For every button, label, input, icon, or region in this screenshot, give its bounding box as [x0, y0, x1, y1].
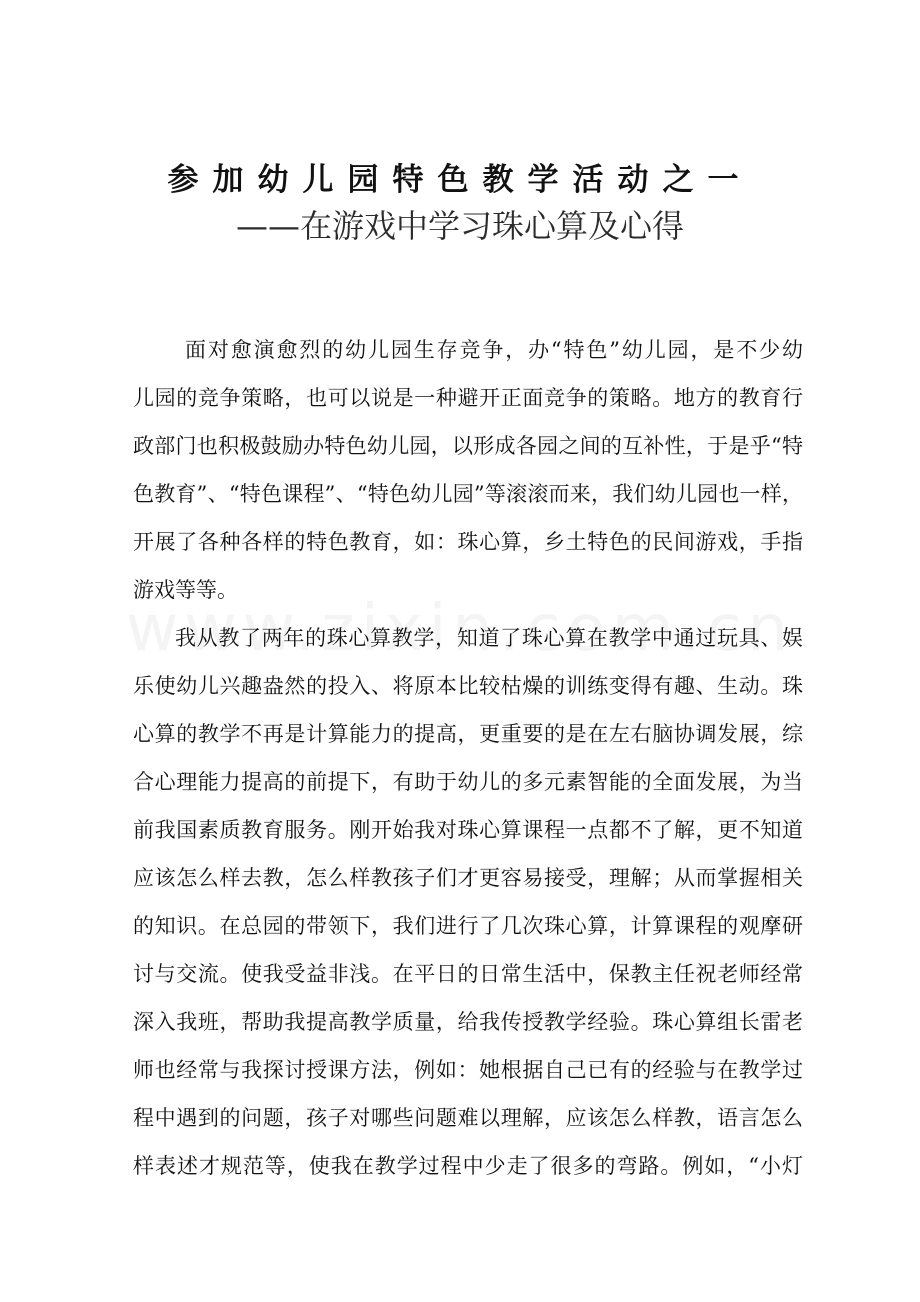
- document-title: 参加幼儿园特色教学活动之一: [167, 162, 753, 198]
- paragraph-line: 游戏等等。: [133, 578, 238, 602]
- paragraph-line: 深入我班，帮助我提高教学质量，给我传授教学经验。珠心算组长雷老: [133, 1010, 803, 1034]
- paragraph-line: 政部门也积极鼓励办特色幼儿园，以形成各园之间的互补性，于是乎“特: [133, 434, 803, 458]
- paragraph-line: 我从教了两年的珠心算教学，知道了珠心算在教学中通过玩具、娱: [175, 626, 803, 650]
- paragraph-2: [133, 614, 803, 1190]
- paragraph-line: 程中遇到的问题，孩子对哪些问题难以理解，应该怎么样教，语言怎么: [133, 1106, 803, 1130]
- paragraph-1: [133, 326, 803, 614]
- paragraph-line: 样表述才规范等，使我在教学过程中少走了很多的弯路。例如，“小灯: [133, 1154, 803, 1178]
- paragraph-line: 面对愈演愈烈的幼儿园生存竞争，办“特色”幼儿园，是不少幼: [185, 338, 803, 362]
- paragraph-line: 心算的教学不再是计算能力的提高，更重要的是在左右脑协调发展，综: [133, 722, 803, 746]
- paragraph-line: 的知识。在总园的带领下，我们进行了几次珠心算，计算课程的观摩研: [133, 914, 803, 938]
- paragraph-line: 前我国素质教育服务。刚开始我对珠心算课程一点都不了解，更不知道: [133, 818, 803, 842]
- paragraph-line: 儿园的竞争策略，也可以说是一种避开正面竞争的策略。地方的教育行: [133, 386, 803, 410]
- paragraph-line: 讨与交流。使我受益非浅。在平日的日常生活中，保教主任祝老师经常: [133, 962, 803, 986]
- paragraph-line: 开展了各种各样的特色教育，如：珠心算，乡土特色的民间游戏，手指: [133, 530, 803, 554]
- paragraph-line: 色教育”、“特色课程”、“特色幼儿园”等滚滚而来，我们幼儿园也一样，: [133, 482, 803, 506]
- paragraph-line: 乐使幼儿兴趣盎然的投入、将原本比较枯燥的训练变得有趣、生动。珠: [133, 674, 803, 698]
- document-subtitle: ——在游戏中学习珠心算及心得: [235, 207, 684, 245]
- paragraph-line: 师也经常与我探讨授课方法，例如：她根据自己已有的经验与在教学过: [133, 1058, 803, 1082]
- paragraph-line: 合心理能力提高的前提下，有助于幼儿的多元素智能的全面发展，为当: [133, 770, 803, 794]
- paragraph-line: 应该怎么样去教，怎么样教孩子们才更容易接受，理解；从而掌握相关: [133, 866, 803, 890]
